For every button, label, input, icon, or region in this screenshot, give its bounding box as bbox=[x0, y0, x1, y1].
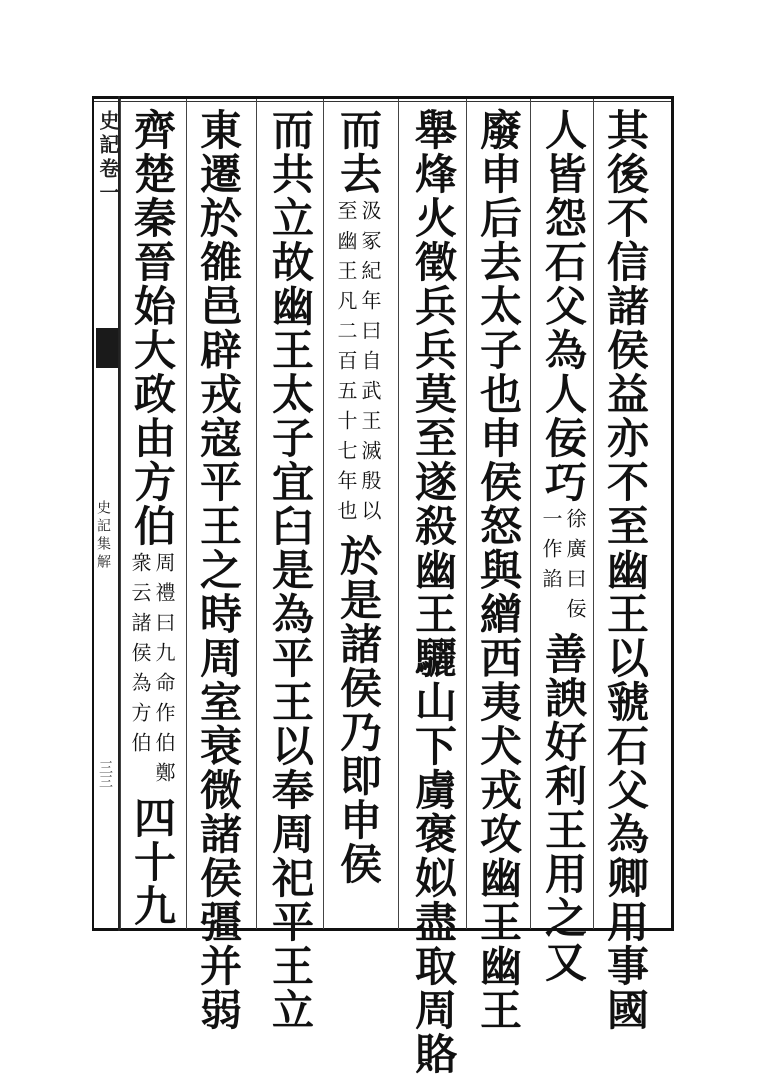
commentary-note: 汲冢紀年曰自武王滅殷以 bbox=[358, 200, 382, 530]
column-rule bbox=[256, 99, 257, 929]
frame-right-line bbox=[671, 96, 674, 931]
spine-title: 史記卷一 bbox=[96, 110, 120, 206]
commentary-note: 徐廣曰佞 bbox=[563, 508, 587, 628]
main-text: 舉烽火徵兵兵莫至遂殺幽王驪山下虜褒姒盡取周賂 bbox=[409, 108, 458, 1076]
book-name: 史記集解 bbox=[95, 500, 111, 572]
main-text: 廢申后去太子也申侯怒與繒西夷犬戎攻幽王幽王 bbox=[474, 108, 523, 1032]
column-rule bbox=[593, 99, 594, 929]
fish-tail-block bbox=[96, 328, 118, 368]
main-text: 善諛好利王用之又 bbox=[539, 632, 588, 984]
commentary-note: 一作諂 bbox=[539, 508, 563, 598]
commentary-note: 衆云諸侯為方伯 bbox=[128, 552, 152, 762]
main-text: 其後不信諸侯益亦不至幽王以虢石父為卿用事國 bbox=[601, 108, 650, 1032]
main-text: 四十九 bbox=[128, 796, 177, 928]
frame-top-line bbox=[92, 96, 674, 99]
column-rule bbox=[186, 99, 187, 929]
column-rule bbox=[120, 99, 121, 929]
commentary-note: 至幽王凡二百五十七年也 bbox=[334, 200, 358, 530]
leaf-number: 三三 bbox=[97, 760, 113, 788]
column-rule bbox=[466, 99, 467, 929]
frame-top-inner-line bbox=[92, 101, 674, 102]
main-text: 於是諸侯乃即申侯 bbox=[334, 534, 383, 886]
column-rule bbox=[398, 99, 399, 929]
main-text: 齊楚秦晉始大政由方伯 bbox=[128, 108, 177, 548]
column-rule bbox=[323, 99, 324, 929]
main-text: 而去 bbox=[334, 108, 383, 196]
main-text: 東遷於雒邑辟戎寇平王之時周室衰微諸侯彊并弱 bbox=[194, 108, 243, 1032]
column-rule bbox=[530, 99, 531, 929]
main-text: 人皆怨石父為人佞巧 bbox=[539, 108, 588, 504]
commentary-note: 周禮曰九命作伯鄭 bbox=[152, 552, 176, 792]
main-text: 而共立故幽王太子宜臼是為平王以奉周祀平王立 bbox=[266, 108, 315, 1032]
